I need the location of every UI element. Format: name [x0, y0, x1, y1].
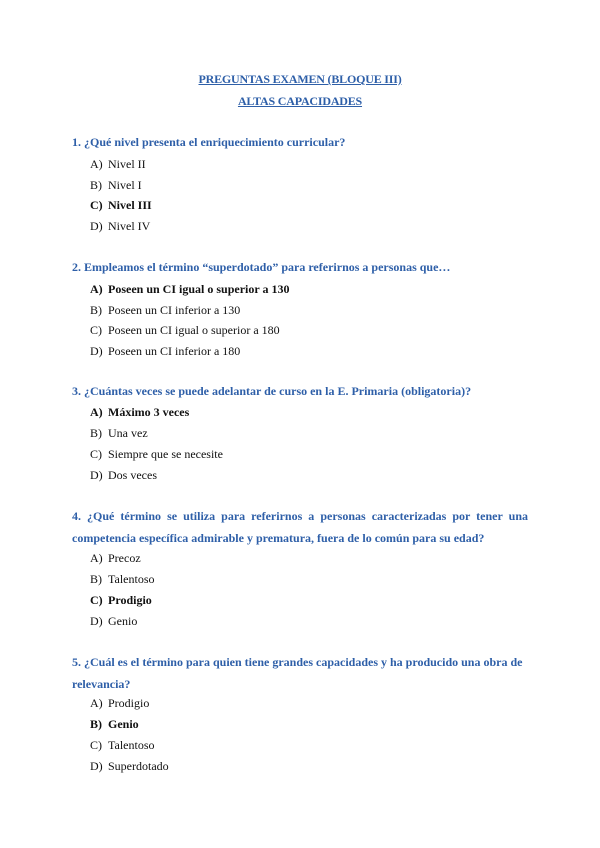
- option-text: Una vez: [108, 426, 148, 440]
- question-3: 3. ¿Cuántas veces se puede adelantar de curso en la E. Primaria (obligatoria)?: [72, 384, 472, 398]
- option-text: Prodigio: [108, 593, 152, 607]
- q5-option-c: [90, 737, 154, 753]
- option-text: Talentoso: [108, 738, 155, 752]
- option-text: Genio: [108, 614, 138, 628]
- q1-option-d: [90, 218, 150, 234]
- q2-option-d: [90, 343, 240, 359]
- q3-option-b: [90, 425, 148, 441]
- q5-option-d: [90, 758, 169, 774]
- option-letter: A): [90, 405, 103, 419]
- option-text: Poseen un CI inferior a 130: [108, 303, 241, 317]
- option-letter: D): [90, 219, 103, 233]
- option-text: Genio: [108, 717, 139, 731]
- option-letter: B): [90, 572, 102, 586]
- q4-option-d: [90, 613, 137, 629]
- option-letter: A): [90, 551, 103, 565]
- option-letter: A): [90, 282, 103, 296]
- option-letter: B): [90, 717, 102, 731]
- q1-option-c-correct: [90, 197, 152, 213]
- option-letter: C): [90, 447, 102, 461]
- option-text: Poseen un CI igual o superior a 130: [108, 282, 290, 296]
- option-letter: C): [90, 198, 103, 212]
- option-text: Dos veces: [108, 468, 157, 482]
- page-subtitle: ALTAS CAPACIDADES: [237, 94, 363, 108]
- option-text: Poseen un CI inferior a 180: [108, 344, 241, 358]
- q2-option-c: [90, 322, 280, 338]
- option-letter: C): [90, 593, 103, 607]
- q5-option-a: [90, 695, 149, 711]
- question-5: 5. ¿Cuál es el término para quien tiene grandes capacidades y ha producido una obra de relevancia?: [72, 655, 523, 691]
- q4-option-c-correct: [90, 592, 152, 608]
- option-text: Prodigio: [108, 696, 150, 710]
- option-letter: D): [90, 614, 103, 628]
- option-text: Nivel III: [108, 198, 152, 212]
- page-title: PREGUNTAS EXAMEN (BLOQUE III): [198, 72, 402, 86]
- question-1: 1. ¿Qué nivel presenta el enriquecimiento curricular?: [72, 135, 346, 149]
- q2-option-b: [90, 302, 240, 318]
- option-letter: D): [90, 344, 103, 358]
- q4-option-b: [90, 571, 154, 587]
- option-letter: D): [90, 759, 103, 773]
- q3-option-d: [90, 467, 157, 483]
- option-letter: C): [90, 323, 102, 337]
- option-text: Superdotado: [108, 759, 169, 773]
- option-letter: A): [90, 696, 103, 710]
- q2-option-a-correct: [90, 281, 289, 297]
- q3-option-a-correct: [90, 404, 189, 420]
- option-text: Nivel IV: [108, 219, 151, 233]
- q1-option-a: [90, 156, 146, 172]
- q4-option-a: [90, 550, 141, 566]
- option-text: Talentoso: [108, 572, 155, 586]
- option-text: Precoz: [108, 551, 141, 565]
- option-letter: D): [90, 468, 103, 482]
- question-2: 2. Empleamos el término “superdotado” para referirnos a personas que…: [72, 260, 451, 274]
- q5-option-b-correct: [90, 716, 139, 732]
- q1-option-b: [90, 177, 142, 193]
- q3-option-c: [90, 446, 223, 462]
- option-text: Nivel II: [108, 157, 146, 171]
- option-text: Poseen un CI igual o superior a 180: [108, 323, 280, 337]
- option-letter: C): [90, 738, 102, 752]
- option-letter: A): [90, 157, 103, 171]
- option-letter: B): [90, 178, 102, 192]
- option-text: Nivel I: [108, 178, 142, 192]
- question-4: 4. ¿Qué término se utiliza para referirnos a personas caracterizadas por tener una competencia específica admirable y prematura, fuera de lo común para su edad?: [72, 509, 528, 545]
- option-text: Máximo 3 veces: [108, 405, 190, 419]
- option-letter: B): [90, 303, 102, 317]
- option-letter: B): [90, 426, 102, 440]
- option-text: Siempre que se necesite: [108, 447, 223, 461]
